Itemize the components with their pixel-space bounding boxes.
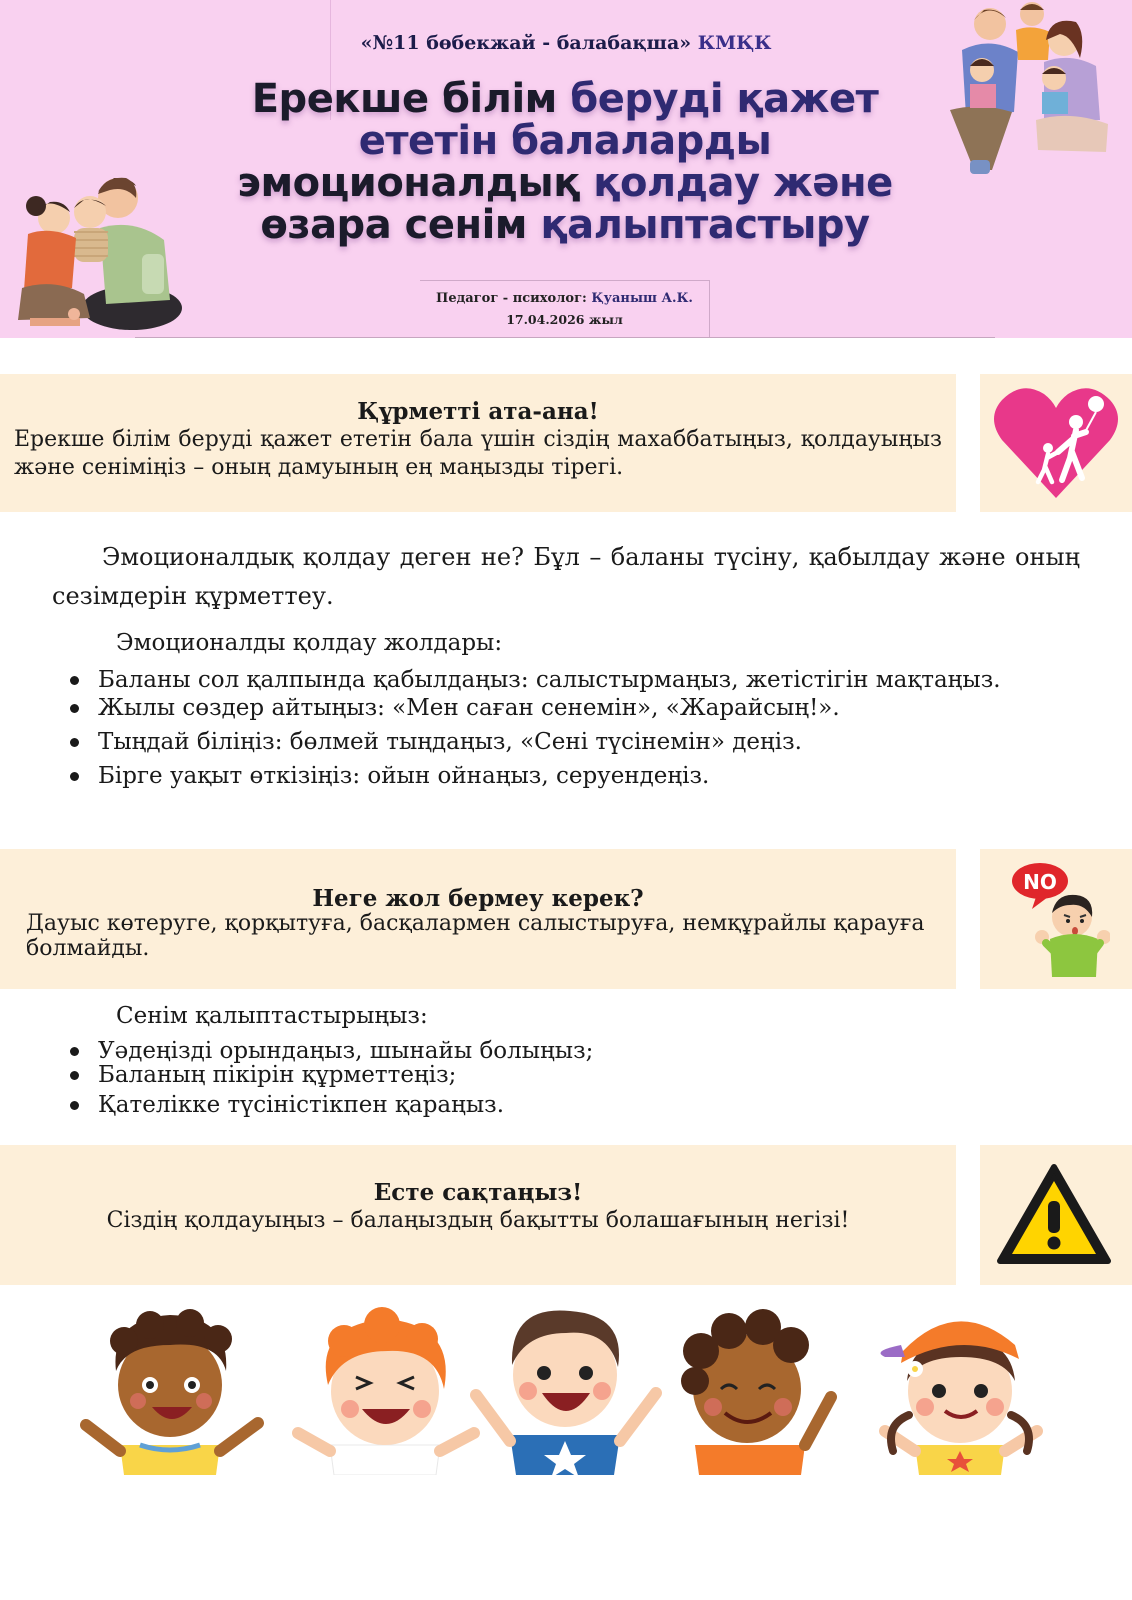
trust-list <box>70 1039 593 1117</box>
heart-icon-box <box>980 374 1132 512</box>
author-line <box>420 291 709 306</box>
dear-parents-heading: Құрметті ата-ана! <box>357 398 599 425</box>
kid-4 <box>681 1309 831 1475</box>
list-item: Баланы сол қалпында қабылдаңыз: салыстырмаңыз, жетістігін мақтаңыз. <box>70 666 1001 694</box>
list-item: Жылы сөздер айтыңыз: «Мен саған сенемін», «Жарайсың!». <box>70 694 1001 722</box>
title-line1-b: беруді қажет <box>570 76 879 122</box>
title-line3-b: қолдау және <box>593 160 893 206</box>
warning-icon-box <box>980 1145 1132 1285</box>
remember-text: Сіздің қолдауыңыз – балаңыздың бақытты болашағының негізі! <box>106 1208 850 1233</box>
intro-paragraph: Эмоционалдық қолдау деген не? Бұл – баланы түсіну, қабылдау және оның сезімдерін құрметтеу. <box>52 543 1080 610</box>
heart-family-icon <box>992 382 1120 504</box>
kid-3 <box>476 1310 656 1475</box>
dont-allow-heading: Неге жол бермеу керек? <box>312 885 644 912</box>
family-illustration-left <box>14 168 184 338</box>
dont-allow-panel <box>0 849 956 989</box>
page-title <box>200 78 930 246</box>
kid-5 <box>881 1321 1037 1475</box>
kids-illustration <box>80 1305 1080 1475</box>
list-item: Тыңдай біліңіз: бөлмей тыңдаңыз, «Сені түсінемін» деңіз. <box>70 728 1001 756</box>
title-line3-a: эмоционалдық <box>237 160 580 206</box>
no-icon-box <box>980 849 1132 989</box>
organization-name <box>330 32 802 54</box>
no-badge-text: NO <box>1023 870 1057 894</box>
dont-allow-text: Дауыс көтеруге, қорқытуға, басқалармен салыстыруға, немқұрайлы қарауға болмайды. <box>26 911 925 961</box>
remember-heading: Есте сақтаңыз! <box>373 1179 583 1206</box>
remember-panel <box>0 1145 956 1285</box>
header-rule <box>135 337 995 338</box>
title-line2: ететін балаларды <box>358 118 772 164</box>
kid-1 <box>86 1309 258 1475</box>
trust-heading: Сенім қалыптастырыңыз: <box>116 1003 428 1029</box>
no-boy-icon <box>1010 859 1110 979</box>
title-line4-b: қалыптастыру <box>540 202 870 248</box>
author-name: Қуаныш А.К. <box>591 291 693 306</box>
support-list <box>70 666 1001 790</box>
family-illustration-right <box>940 0 1120 190</box>
author-label: Педагог - психолог: <box>436 291 587 306</box>
list-item: Уәдеңізді орындаңыз, шынайы болыңыз; <box>70 1039 593 1063</box>
kid-2 <box>298 1307 474 1475</box>
title-line4-a: өзара сенім <box>260 202 527 248</box>
organization-suffix: КМҚК <box>697 32 772 54</box>
publication-date: 17.04.2026 жыл <box>506 312 623 327</box>
author-block <box>420 280 710 338</box>
list-item: Қателікке түсіністікпен қараңыз. <box>70 1093 593 1117</box>
dear-parents-panel <box>0 374 956 512</box>
list-item: Бірге уақыт өткізіңіз: ойын ойнаңыз, серуендеңіз. <box>70 762 1001 790</box>
list-item: Баланың пікірін құрметтеңіз; <box>70 1063 593 1087</box>
support-heading: Эмоционалды қолдау жолдары: <box>116 630 503 656</box>
dear-parents-text: Ерекше білім беруді қажет ететін бала үшін сіздің махаббатыңыз, қолдауыңыз және сеніміңіз – оның дамуының ең маңызды тірегі. <box>14 427 942 480</box>
organization-prefix: «№11 бөбекжай - балабақша» <box>360 32 692 54</box>
warning-icon <box>996 1163 1112 1267</box>
title-line1-a: Ерекше білім <box>251 76 557 122</box>
header-banner <box>0 0 1132 338</box>
